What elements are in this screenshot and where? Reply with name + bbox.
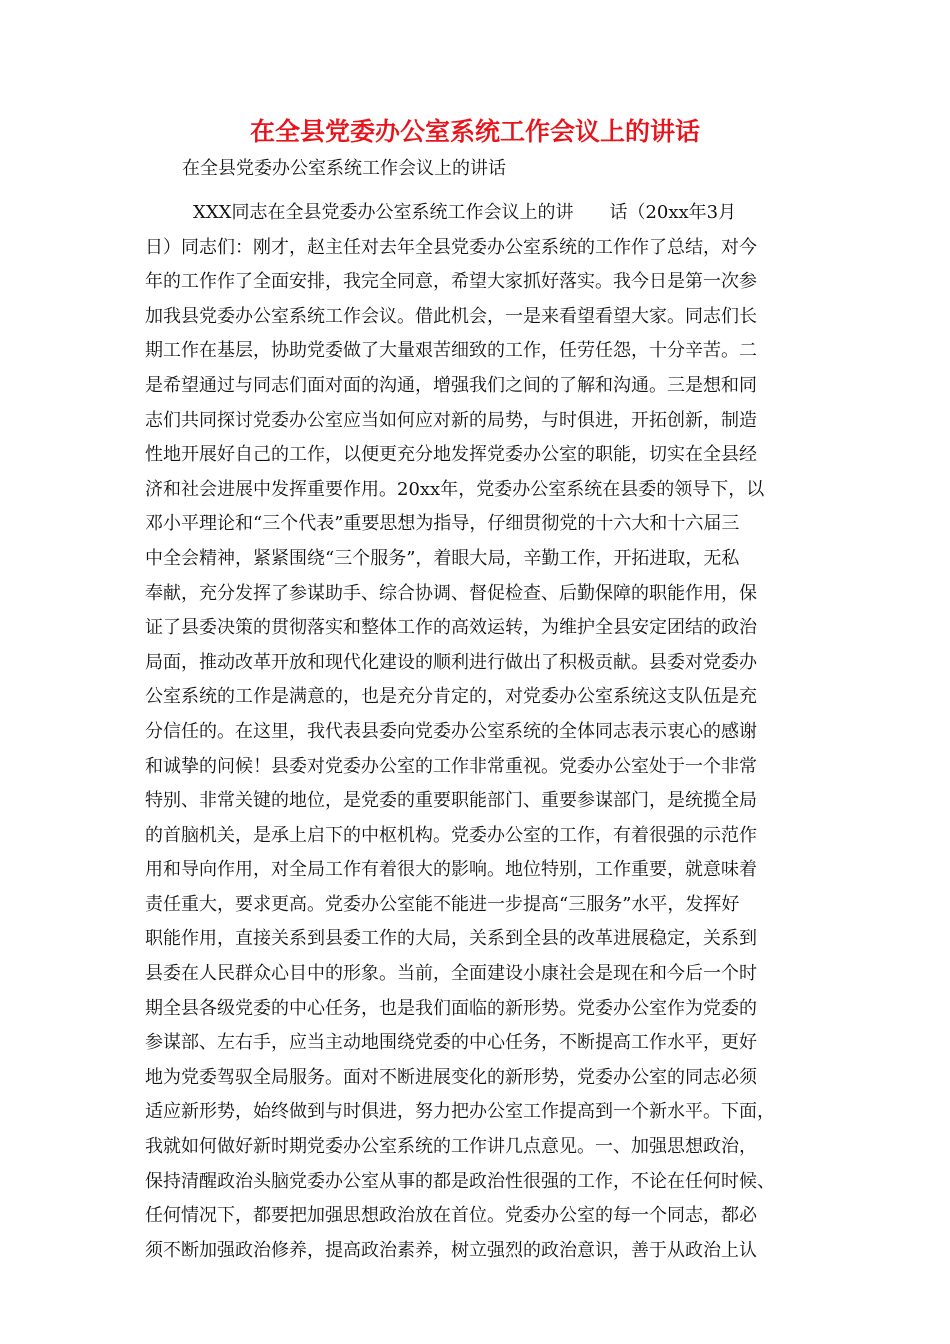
body-line: 保持清醒政治头脑党委办公室从事的都是政治性很强的工作，不论在任何时候、 — [145, 1170, 775, 1192]
body-line: 用和导向作用，对全局工作有着很大的影响。地位特别，工作重要，就意味着 — [145, 859, 757, 881]
body-line: 县委在人民群众心目中的形象。当前，全面建设小康社会是现在和今后一个时 — [145, 963, 757, 985]
body-line: 性地开展好自己的工作，以便更充分地发挥党委办公室的职能，切实在全县经 — [145, 444, 757, 466]
body-line: XXX同志在全县党委办公室系统工作会议上的讲 话（20xx年3月 — [193, 202, 737, 223]
body-line: 责任重大，要求更高。党委办公室能不能进一步提高“三服务”水平，发挥好 — [145, 893, 740, 915]
body-line: 加我县党委办公室系统工作会议。借此机会，一是来看望看望大家。同志们长 — [145, 305, 757, 327]
body-line: 中全会精神，紧紧围绕“三个服务”，着眼大局，辛勤工作，开拓进取，无私 — [145, 547, 740, 569]
body-line: 是希望通过与同志们面对面的沟通，增强我们之间的了解和沟通。三是想和同 — [145, 374, 757, 396]
body-line: 须不断加强政治修养，提高政治素养，树立强烈的政治意识，善于从政治上认 — [145, 1239, 757, 1261]
body-line: 日）同志们：刚才，赵主任对去年全县党委办公室系统的工作作了总结，对今 — [145, 236, 757, 258]
body-line: 和诚挚的问候！县委对党委办公室的工作非常重视。党委办公室处于一个非常 — [145, 755, 757, 777]
document-subtitle: 在全县党委办公室系统工作会议上的讲话 — [182, 158, 506, 179]
body-line: 的首脑机关，是承上启下的中枢机构。党委办公室的工作，有着很强的示范作 — [145, 824, 757, 846]
body-line: 邓小平理论和“三个代表”重要思想为指导，仔细贯彻党的十六大和十六届三 — [145, 513, 740, 535]
body-line: 职能作用，直接关系到县委工作的大局，关系到全县的改革进展稳定，关系到 — [145, 928, 757, 950]
document-title: 在全县党委办公室系统工作会议上的讲话 — [249, 117, 700, 146]
body-line: 任何情况下，都要把加强思想政治放在首位。党委办公室的每一个同志，都必 — [145, 1205, 757, 1227]
body-line: 公室系统的工作是满意的，也是充分肯定的，对党委办公室系统这支队伍是充 — [145, 686, 757, 708]
body-line: 分信任的。在这里，我代表县委向党委办公室系统的全体同志表示衷心的感谢 — [145, 720, 757, 742]
body-line: 奉献，充分发挥了参谋助手、综合协调、督促检查、后勤保障的职能作用，保 — [145, 582, 757, 604]
body-line: 期工作在基层，协助党委做了大量艰苦细致的工作，任劳任怨，十分辛苦。二 — [145, 340, 757, 362]
body-line: 期全县各级党委的中心任务，也是我们面临的新形势。党委办公室作为党委的 — [145, 997, 757, 1019]
body-line: 我就如何做好新时期党委办公室系统的工作讲几点意见。一、加强思想政治， — [145, 1136, 757, 1158]
body-line: 地为党委驾驭全局服务。面对不断进展变化的新形势，党委办公室的同志必须 — [145, 1066, 757, 1088]
body-line: 特别、非常关键的地位，是党委的重要职能部门、重要参谋部门，是统揽全局 — [145, 790, 757, 812]
document-body — [145, 196, 805, 1268]
body-line: 参谋部、左右手，应当主动地围绕党委的中心任务，不断提高工作水平，更好 — [145, 1032, 757, 1054]
body-line: 年的工作作了全面安排，我完全同意，希望大家抓好落实。我今日是第一次参 — [145, 271, 757, 293]
body-line: 适应新形势，始终做到与时俱进，努力把办公室工作提高到一个新水平。下面， — [145, 1101, 775, 1123]
body-line: 济和社会进展中发挥重要作用。20xx年，党委办公室系统在县委的领导下，以 — [145, 478, 765, 500]
body-line: 证了县委决策的贯彻落实和整体工作的高效运转，为维护全县安定团结的政治 — [145, 617, 757, 639]
body-line: 志们共同探讨党委办公室应当如何应对新的局势，与时俱进，开拓创新，制造 — [145, 409, 757, 431]
body-line: 局面，推动改革开放和现代化建设的顺利进行做出了积极贡献。县委对党委办 — [145, 651, 757, 673]
